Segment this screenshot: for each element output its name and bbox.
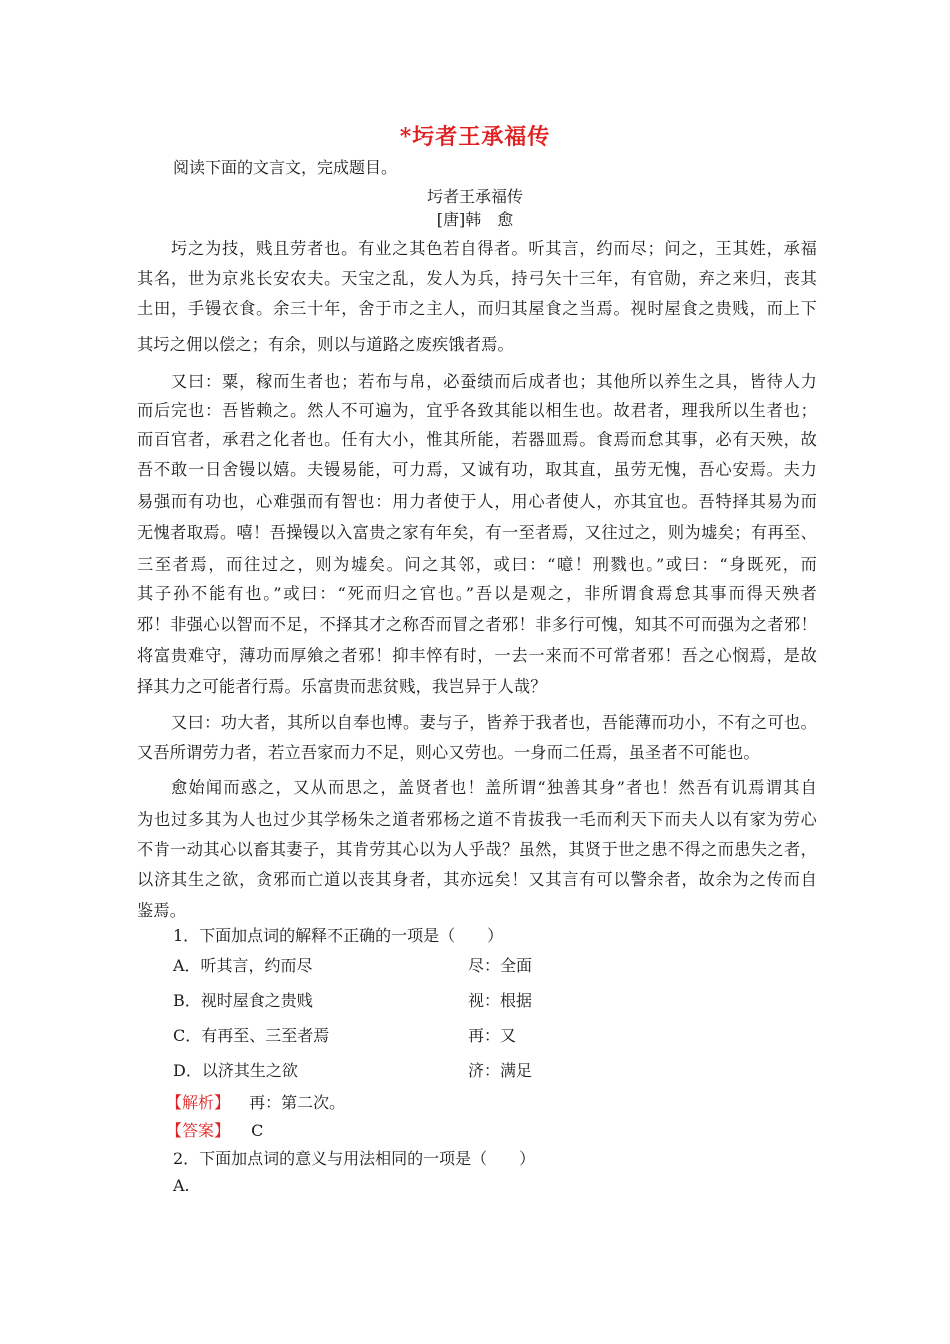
paragraph-3 <box>137 709 817 733</box>
text-line: 无愧者取焉。嘻！吾操镘以入富贵之家有年矣，有一至者焉，又往过之，则为墟矣；有再至、 <box>137 523 817 542</box>
answer-label: 【答案】 <box>166 1121 231 1140</box>
text-line: 又吾所谓劳力者，若立吾家而力不足，则心又劳也。一身而二任焉，虽圣者不可能也。 <box>137 743 760 762</box>
text-line: 土田，手镘衣食。余三十年，舍于市之主人，而归其屋食之当焉。视时屋食之贵贱，而上下 <box>137 299 817 318</box>
question-1-option-c: C．有再至、三至者焉 <box>173 1026 330 1045</box>
text-line: 其名，世为京兆长安农夫。天宝之乱，发人为兵，持弓矢十三年，有官勋，弃之来归，丧其 <box>137 269 817 288</box>
text-line: 邪！非强心以智而不足，不择其才之称否而冒之者邪！非多行可愧，知其不可而强为之者邪！ <box>137 615 817 634</box>
question-1-option-d: D．以济其生之欲 <box>173 1061 298 1080</box>
question-1-option-d-gloss: 济：满足 <box>468 1061 533 1080</box>
text-line: 其圬之佣以偿之；有余，则以与道路之废疾饿者焉。 <box>137 335 514 354</box>
text-line: 而百官者，承君之化者也。任有大小，惟其所能，若器皿焉。食焉而怠其事，必有天殃，故 <box>137 430 817 449</box>
page-title: *圬者王承福传 <box>399 124 551 150</box>
instruction-text: 阅读下面的文言文，完成题目。 <box>173 158 398 177</box>
question-1-option-a-gloss: 尽：全面 <box>468 956 533 975</box>
question-1-option-c-gloss: 再：又 <box>468 1026 517 1045</box>
answer-text: C <box>251 1121 264 1140</box>
analysis-label: 【解析】 <box>166 1093 231 1112</box>
paragraph-2 <box>137 368 817 392</box>
question-1-option-a: A．听其言，约而尽 <box>173 956 313 975</box>
passage-author: [唐]韩 愈 <box>436 210 514 229</box>
passage-title: 圬者王承福传 <box>426 187 523 206</box>
paragraph-4 <box>137 774 817 798</box>
analysis-text: 再：第二次。 <box>249 1093 346 1112</box>
answer-row <box>166 1121 263 1141</box>
text-line: 择其力之可能者行焉。乐富贵而悲贫贱，我岂异于人哉？ <box>137 677 547 696</box>
question-1-stem: 1．下面加点词的解释不正确的一项是（ ） <box>173 926 504 945</box>
text-line: 吾不敢一日舍镘以嬉。夫镘易能，可力焉，又诚有功，取其直，虽劳无愧，吾心安焉。夫力 <box>137 460 817 479</box>
text-line: 而后完也：吾皆赖之。然人不可遍为，宜乎各致其能以相生也。故君者，理我所以生者也； <box>137 401 817 420</box>
text-line: 易强而有功也，心难强而有智也：用力者使于人，用心者使人，亦其宜也。吾特择其易为而 <box>137 492 817 511</box>
text-line: 愈始闻而惑之，又从而思之，盖贤者也！盖所谓“独善其身”者也！然吾有讥焉谓其自 <box>171 778 817 797</box>
paragraph-1 <box>137 235 817 259</box>
text-line: 鉴焉。 <box>137 901 187 920</box>
question-1-option-b: B．视时屋食之贵贱 <box>173 991 313 1010</box>
text-line: 以济其生之欲，贪邪而亡道以丧其身者，其亦远矣！又其言有可以警余者，故余为之传而自 <box>137 870 817 889</box>
text-line: 将富贵难守，薄功而厚飨之者邪！抑丰悴有时，一去一来而不可常者邪！吾之心悯焉，是故 <box>137 646 817 665</box>
analysis-row <box>166 1093 345 1113</box>
question-1-option-b-gloss: 视：根据 <box>468 991 533 1010</box>
text-line: 又曰：粟，稼而生者也；若布与帛，必蚕绩而后成者也；其他所以养生之具，皆待人力 <box>171 372 817 391</box>
text-line: 其子孙不能有也。”或曰：“死而归之官也。”吾以是观之，非所谓食焉怠其事而得天殃者 <box>137 584 817 603</box>
text-line: 不肯一动其心以畜其妻子，其肯劳其心以为人乎哉？虽然，其贤于世之患不得之而患失之者， <box>137 840 817 859</box>
question-2-stem: 2．下面加点词的意义与用法相同的一项是（ ） <box>173 1149 536 1168</box>
text-line: 为也过多其为人也过少其学杨朱之道者邪杨之道不肯拔我一毛而利天下而夫人以有家为劳心 <box>137 810 817 829</box>
text-line: 又曰：功大者，其所以自奉也博。妻与子，皆养于我者也，吾能薄而功小，不有之可也。 <box>171 713 817 732</box>
text-line: 圬之为技，贱且劳者也。有业之其色若自得者。听其言，约而尽；问之，王其姓，承福 <box>171 239 817 258</box>
question-2-option-a: A. <box>173 1176 190 1195</box>
text-line: 三至者焉，而往过之，则为墟矣。问之其邻，或曰：“噫！刑戮也。”或曰：“身既死，而 <box>137 555 817 574</box>
